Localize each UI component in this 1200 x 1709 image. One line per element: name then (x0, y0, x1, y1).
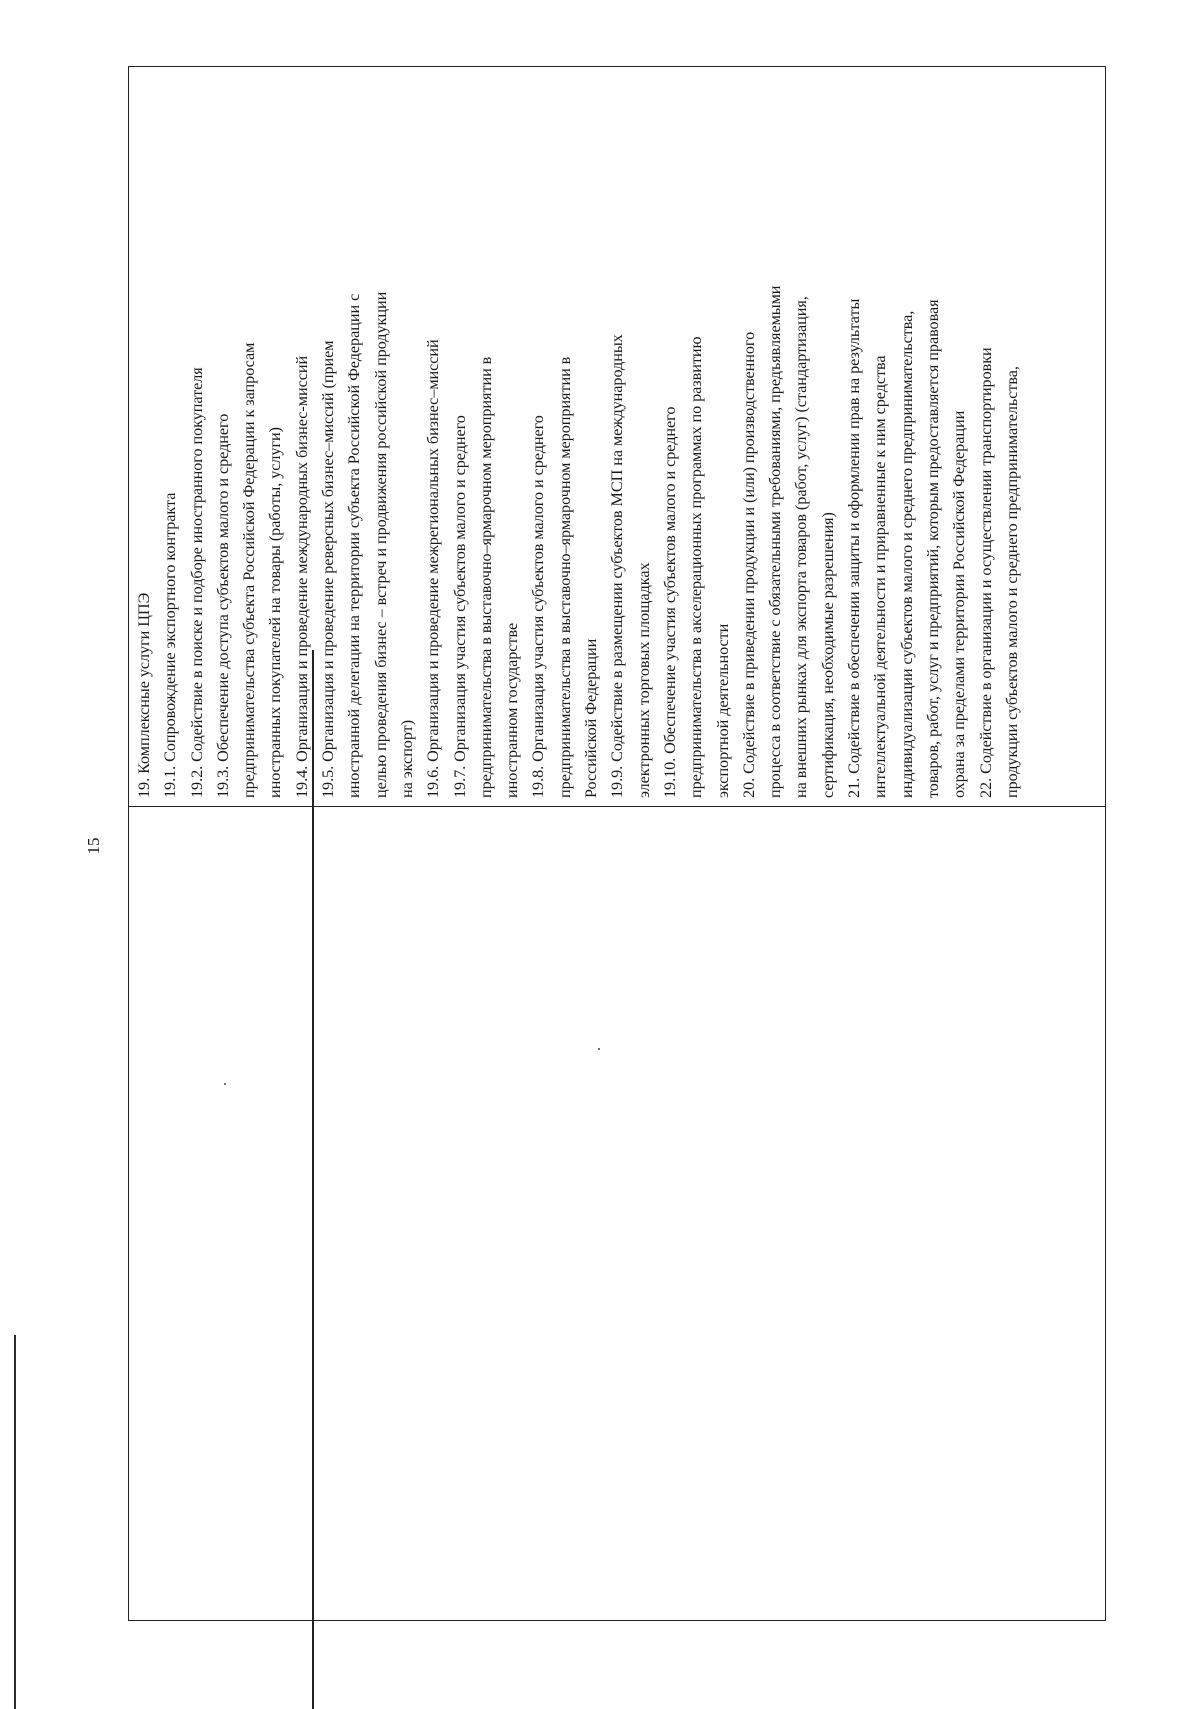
table-text-line: иностранных покупателей на товары (работы, услуги) (266, 427, 285, 798)
table-text-line: иностранной делегации на территории субъекта Российской Федерации с (345, 293, 364, 798)
table-text-line: 19.5. Организация и проведение реверсных бизнес–миссий (прием (319, 340, 338, 798)
table-text-line: 19.7. Организация участия субъектов малого и среднего (450, 415, 469, 798)
table-text-line: предпринимательства в акселерационных программах по развитию (687, 336, 706, 798)
table-text-line: иностранном государстве (503, 622, 522, 798)
table-text-line: на внешних рынках для экспорта товаров (работ, услуг) (стандартизация, (792, 296, 811, 798)
table-text-line: 19.8. Организация участия субъектов малого и среднего (529, 415, 548, 798)
table-text-line: товаров, работ, услуг и предприятий, которым предоставляется правовая (923, 299, 942, 798)
table-right-column (129, 67, 1105, 806)
page-number: 15 (84, 837, 103, 855)
table-text-line: экспортной деятельности (713, 623, 732, 798)
table-text-line: 19.2. Содействие в поиске и подборе иностранного покупателя (187, 367, 206, 798)
table-text-line: сертификация, необходимые разрешения) (818, 512, 837, 798)
table-text-line: охрана за пределами территории Российской Федерации (950, 410, 969, 798)
table-text-line: продукции субъектов малого и среднего предпринимательства, (1002, 366, 1021, 798)
table-text-line: интеллектуальной деятельности и приравненные к ним средства (871, 355, 890, 798)
table-text-line: Российской Федерации (582, 638, 601, 798)
table-text-line: 19.10. Обеспечение участия субъектов малого и среднего (660, 406, 679, 798)
table-text-line: 20. Содействие в приведении продукции и (или) производственного (739, 331, 758, 798)
services-table (128, 66, 1106, 1621)
table-left-column (129, 806, 1105, 1620)
table-text-line: 22. Содействие в организации и осуществлении транспортировки (976, 347, 995, 798)
table-text-line: на экспорт) (397, 719, 416, 798)
table-text-line: целью проведения бизнес – встреч и продвижения российской продукции (371, 291, 390, 798)
table-text-line: процесса в соответствие с обязательными требованиями, предъявляемыми (766, 285, 785, 798)
table-text-line: индивидуализации субъектов малого и среднего предпринимательства, (897, 310, 916, 798)
table-text-line: 19.4. Организация и проведение международных бизнес-миссий (292, 355, 311, 798)
table-text-line: 19.1. Сопровождение экспортного контракта (161, 492, 180, 798)
table-text-line: 21. Содействие в обеспечении защиты и оформлении прав на результаты (845, 298, 864, 798)
table-text-line: 19. Комплексные услуги ЦПЭ (135, 592, 153, 798)
table-text-line: предпринимательства субъекта Российской Федерации к запросам (240, 342, 259, 798)
table-text-line: 19.3. Обеспечение доступа субъектов малого и среднего (213, 413, 232, 798)
table-text-line: 19.9. Содействие в размещении субъектов МСП на международных (608, 334, 627, 798)
table-text-line: предпринимательства в выставочно–ярмарочном мероприятии в (555, 356, 574, 798)
table-text-line: предпринимательства в выставочно–ярмарочном мероприятии в (476, 356, 495, 798)
table-text-line: 19.6. Организация и проведение межрегиональных бизнес–миссий (424, 339, 443, 798)
table-text-line: электронных торговых площадках (634, 562, 653, 798)
